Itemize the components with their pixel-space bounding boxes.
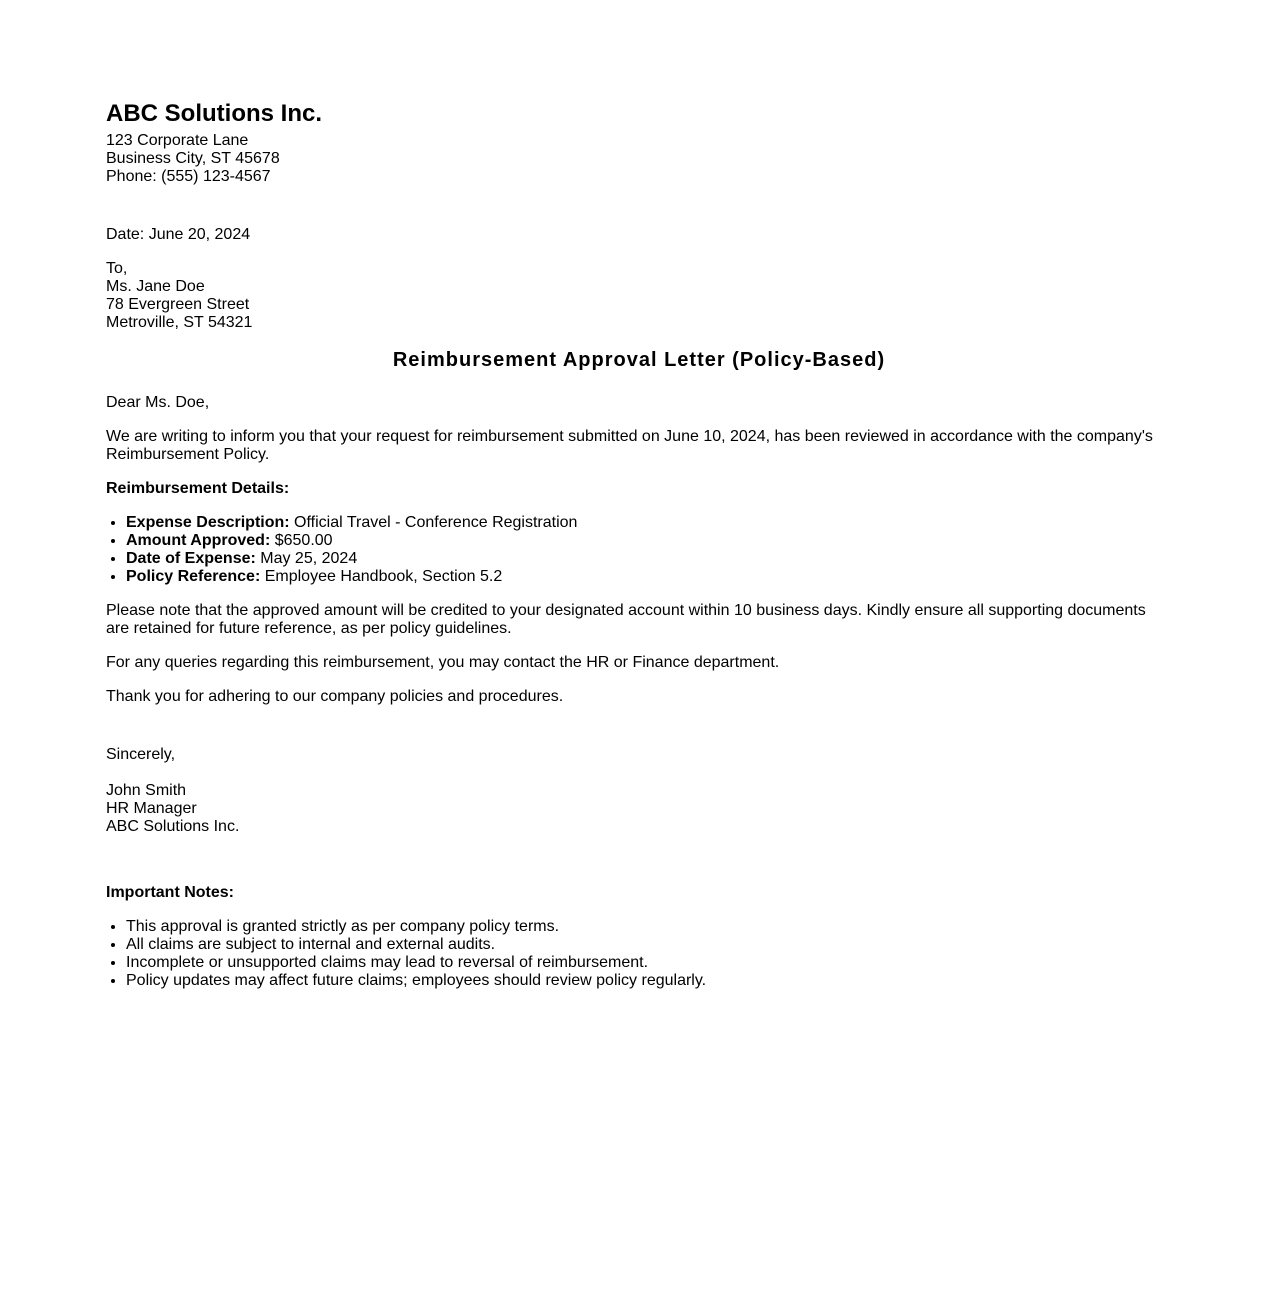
letterhead <box>106 100 1172 186</box>
details-item-amount-approved <box>126 532 1172 550</box>
closing: Sincerely, <box>106 746 176 763</box>
details-item-value: Official Travel - Conference Registration <box>289 514 578 531</box>
details-heading: Reimbursement Details: <box>106 480 290 497</box>
recipient-to: To, <box>106 260 128 277</box>
details-item-value: May 25, 2024 <box>255 550 358 567</box>
signature-block <box>106 782 1172 836</box>
notes-item: • Policy updates may affect future claims; employees should review policy regularly. <box>126 972 1172 990</box>
details-item-label: Date of Expense: <box>126 550 256 567</box>
company-address-line2: Business City, ST 45678 <box>106 150 280 167</box>
details-list <box>106 514 1172 586</box>
details-item-date-of-expense <box>126 550 1172 568</box>
notes-item: • Incomplete or unsupported claims may lead to reversal of reimbursement. <box>126 954 1172 972</box>
recipient-street: 78 Evergreen Street <box>106 296 250 313</box>
signatory-name: John Smith <box>106 782 187 799</box>
notes-list <box>106 918 1172 990</box>
details-item-label: Expense Description: <box>126 514 290 531</box>
details-item-value: Employee Handbook, Section 5.2 <box>260 568 503 585</box>
thanks-paragraph: Thank you for adhering to our company policies and procedures. <box>106 688 564 705</box>
recipient-city: Metroville, ST 54321 <box>106 314 253 331</box>
notes-item: • All claims are subject to internal and external audits. <box>126 936 1172 954</box>
notes-heading: Important Notes: <box>106 884 234 901</box>
details-item-expense-description <box>126 514 1172 532</box>
company-name: ABC Solutions Inc. <box>106 100 322 127</box>
letter-title: Reimbursement Approval Letter (Policy-Based) <box>392 349 886 371</box>
details-item-value: $650.00 <box>270 532 333 549</box>
queries-paragraph: For any queries regarding this reimbursement, you may contact the HR or Finance department. <box>106 654 780 671</box>
company-address-line1: 123 Corporate Lane <box>106 132 249 149</box>
signatory-role: HR Manager <box>106 800 197 817</box>
details-item-policy-reference <box>126 568 1172 586</box>
details-item-label: Policy Reference: <box>126 568 261 585</box>
intro-paragraph: We are writing to inform you that your request for reimbursement submitted on June 10, 2024, has been reviewed in accordance with the company's Reimbursement Policy. <box>106 428 1153 463</box>
recipient-block <box>106 260 1172 332</box>
company-phone: Phone: (555) 123-4567 <box>106 168 271 185</box>
salutation: Dear Ms. Doe, <box>106 394 210 411</box>
notes-item: • This approval is granted strictly as per company policy terms. <box>126 918 1172 936</box>
recipient-name: Ms. Jane Doe <box>106 278 205 295</box>
signatory-company: ABC Solutions Inc. <box>106 818 240 835</box>
credit-paragraph: Please note that the approved amount will be credited to your designated account within 10 business days. Kindly ensure all supporting documents are retained for future reference, as per policy guidelines. <box>106 602 1146 637</box>
letter-date: Date: June 20, 2024 <box>106 226 251 243</box>
details-item-label: Amount Approved: <box>126 532 271 549</box>
